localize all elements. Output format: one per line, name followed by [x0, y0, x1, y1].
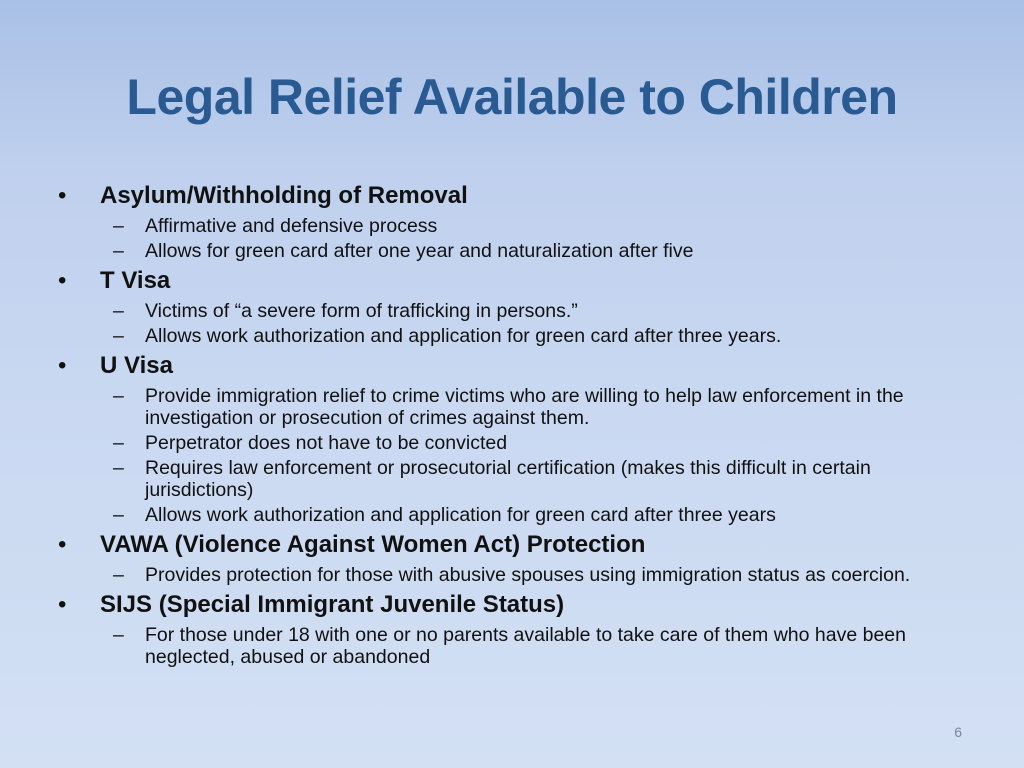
slide-content: [58, 180, 978, 671]
bullet-marker: •: [58, 182, 67, 209]
bullet-heading: Asylum/Withholding of Removal: [100, 182, 468, 209]
sub-marker: –: [113, 504, 124, 526]
bullet-marker: •: [58, 531, 67, 558]
bullet-heading: U Visa: [100, 352, 173, 379]
bullet-marker: •: [58, 352, 67, 379]
sub-marker: –: [113, 457, 124, 479]
sub-item-text: Affirmative and defensive process: [145, 215, 438, 237]
sub-marker: –: [113, 300, 124, 322]
sub-item-text: Allows for green card after one year and naturalization after five: [145, 240, 694, 262]
page-number: 6: [954, 724, 962, 740]
bullet-heading: VAWA (Violence Against Women Act) Protection: [100, 531, 646, 558]
bullet-u-visa: [58, 350, 978, 382]
bullet-heading: SIJS (Special Immigrant Juvenile Status): [100, 591, 565, 618]
bullet-vawa: [58, 529, 978, 561]
bullet-marker: •: [58, 267, 67, 294]
sub-item: [58, 240, 978, 262]
sub-item-text: Provides protection for those with abusive spouses using immigration status as coercion.: [145, 564, 911, 586]
sub-item: [58, 215, 978, 237]
sub-item-text: Requires law enforcement or prosecutorial certification (makes this difficult in certain jurisdictions): [145, 457, 871, 501]
sub-item-text: Victims of “a severe form of trafficking in persons.”: [145, 300, 578, 322]
sub-marker: –: [113, 432, 124, 454]
sub-marker: –: [113, 385, 124, 407]
sub-marker: –: [113, 564, 124, 586]
bullet-t-visa: [58, 265, 978, 297]
slide-title: Legal Relief Available to Children: [126, 69, 898, 125]
sub-item-text: Provide immigration relief to crime victims who are willing to help law enforcement in the investigation or prosecution of crimes against them.: [145, 385, 904, 429]
bullet-marker: •: [58, 591, 67, 618]
sub-item: [58, 504, 978, 526]
sub-item: [58, 325, 978, 347]
sub-item-text: Allows work authorization and application for green card after three years: [145, 504, 776, 526]
sub-item: [58, 457, 978, 501]
sub-item-text: Perpetrator does not have to be convicted: [145, 432, 508, 454]
sub-item: [58, 432, 978, 454]
sub-item: [58, 385, 978, 429]
bullet-sijs: [58, 589, 978, 621]
sub-item: [58, 624, 978, 668]
bullet-heading: T Visa: [100, 267, 171, 294]
sub-item-text: Allows work authorization and application for green card after three years.: [145, 325, 782, 347]
sub-marker: –: [113, 215, 124, 237]
sub-item: [58, 300, 978, 322]
sub-marker: –: [113, 624, 124, 646]
sub-item-text: For those under 18 with one or no parents available to take care of them who have been neglected, abused or abandoned: [145, 624, 906, 668]
bullet-asylum: [58, 180, 978, 212]
sub-marker: –: [113, 325, 124, 347]
sub-marker: –: [113, 240, 124, 262]
sub-item: [58, 564, 978, 586]
